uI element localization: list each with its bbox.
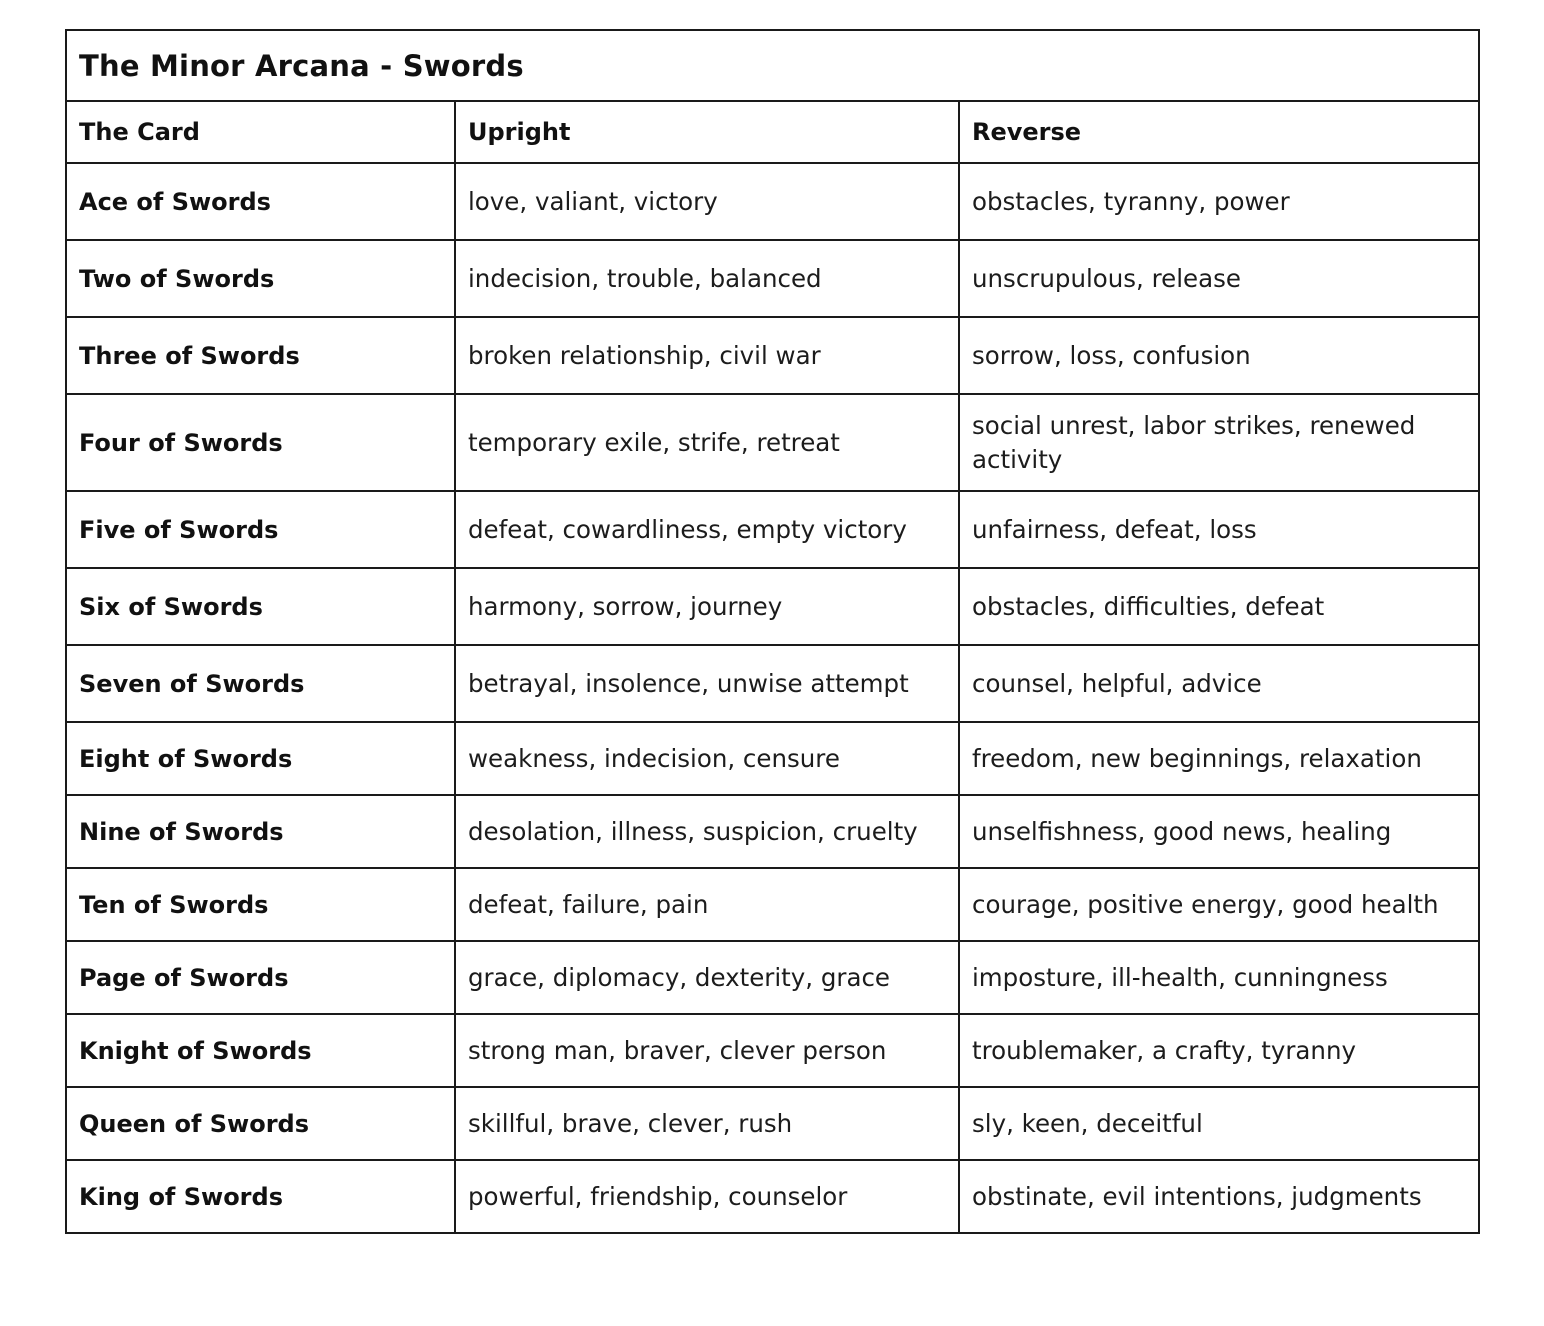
table-row bbox=[66, 1087, 1479, 1160]
reverse-cell: unfairness, defeat, loss bbox=[959, 491, 1479, 568]
table-row bbox=[66, 1014, 1479, 1087]
card-name-cell: Knight of Swords bbox=[66, 1014, 455, 1087]
card-name-cell: Three of Swords bbox=[66, 317, 455, 394]
reverse-cell: obstacles, difficulties, defeat bbox=[959, 568, 1479, 645]
swords-meanings-table bbox=[65, 29, 1480, 1234]
table-row bbox=[66, 795, 1479, 868]
reverse-cell: unselfishness, good news, healing bbox=[959, 795, 1479, 868]
table-row bbox=[66, 868, 1479, 941]
card-name-cell: King of Swords bbox=[66, 1160, 455, 1233]
table-row bbox=[66, 317, 1479, 394]
table-row bbox=[66, 722, 1479, 795]
upright-cell: weakness, indecision, censure bbox=[455, 722, 959, 795]
upright-cell: strong man, braver, clever person bbox=[455, 1014, 959, 1087]
upright-cell: temporary exile, strife, retreat bbox=[455, 394, 959, 491]
card-name-cell: Eight of Swords bbox=[66, 722, 455, 795]
table-row bbox=[66, 240, 1479, 317]
reverse-cell: sly, keen, deceitful bbox=[959, 1087, 1479, 1160]
table-row bbox=[66, 645, 1479, 722]
upright-cell: skillful, brave, clever, rush bbox=[455, 1087, 959, 1160]
table-row bbox=[66, 568, 1479, 645]
upright-cell: broken relationship, civil war bbox=[455, 317, 959, 394]
column-header-card: The Card bbox=[66, 101, 455, 163]
card-name-cell: Four of Swords bbox=[66, 394, 455, 491]
column-header-reverse: Reverse bbox=[959, 101, 1479, 163]
upright-cell: betrayal, insolence, unwise attempt bbox=[455, 645, 959, 722]
card-name-cell: Nine of Swords bbox=[66, 795, 455, 868]
column-header-upright: Upright bbox=[455, 101, 959, 163]
upright-cell: defeat, cowardliness, empty victory bbox=[455, 491, 959, 568]
table-row bbox=[66, 491, 1479, 568]
upright-cell: indecision, trouble, balanced bbox=[455, 240, 959, 317]
upright-cell: powerful, friendship, counselor bbox=[455, 1160, 959, 1233]
reverse-cell: sorrow, loss, confusion bbox=[959, 317, 1479, 394]
table-row bbox=[66, 394, 1479, 491]
table-row bbox=[66, 1160, 1479, 1233]
upright-cell: defeat, failure, pain bbox=[455, 868, 959, 941]
reverse-cell: courage, positive energy, good health bbox=[959, 868, 1479, 941]
card-name-cell: Queen of Swords bbox=[66, 1087, 455, 1160]
reverse-cell: imposture, ill-health, cunningness bbox=[959, 941, 1479, 1014]
upright-cell: harmony, sorrow, journey bbox=[455, 568, 959, 645]
table-row bbox=[66, 163, 1479, 240]
upright-cell: grace, diplomacy, dexterity, grace bbox=[455, 941, 959, 1014]
reverse-cell: obstinate, evil intentions, judgments bbox=[959, 1160, 1479, 1233]
card-name-cell: Ten of Swords bbox=[66, 868, 455, 941]
card-name-cell: Six of Swords bbox=[66, 568, 455, 645]
table-title: The Minor Arcana - Swords bbox=[66, 30, 1479, 101]
upright-cell: desolation, illness, suspicion, cruelty bbox=[455, 795, 959, 868]
title-row bbox=[66, 30, 1479, 101]
reverse-cell: social unrest, labor strikes, renewed activity bbox=[959, 394, 1479, 491]
reverse-cell: obstacles, tyranny, power bbox=[959, 163, 1479, 240]
card-name-cell: Seven of Swords bbox=[66, 645, 455, 722]
card-name-cell: Page of Swords bbox=[66, 941, 455, 1014]
upright-cell: love, valiant, victory bbox=[455, 163, 959, 240]
card-name-cell: Ace of Swords bbox=[66, 163, 455, 240]
reverse-cell: counsel, helpful, advice bbox=[959, 645, 1479, 722]
reverse-cell: troublemaker, a crafty, tyranny bbox=[959, 1014, 1479, 1087]
card-name-cell: Two of Swords bbox=[66, 240, 455, 317]
header-row bbox=[66, 101, 1479, 163]
card-name-cell: Five of Swords bbox=[66, 491, 455, 568]
arcana-table-container bbox=[65, 29, 1478, 1234]
reverse-cell: freedom, new beginnings, relaxation bbox=[959, 722, 1479, 795]
table-row bbox=[66, 941, 1479, 1014]
reverse-cell: unscrupulous, release bbox=[959, 240, 1479, 317]
